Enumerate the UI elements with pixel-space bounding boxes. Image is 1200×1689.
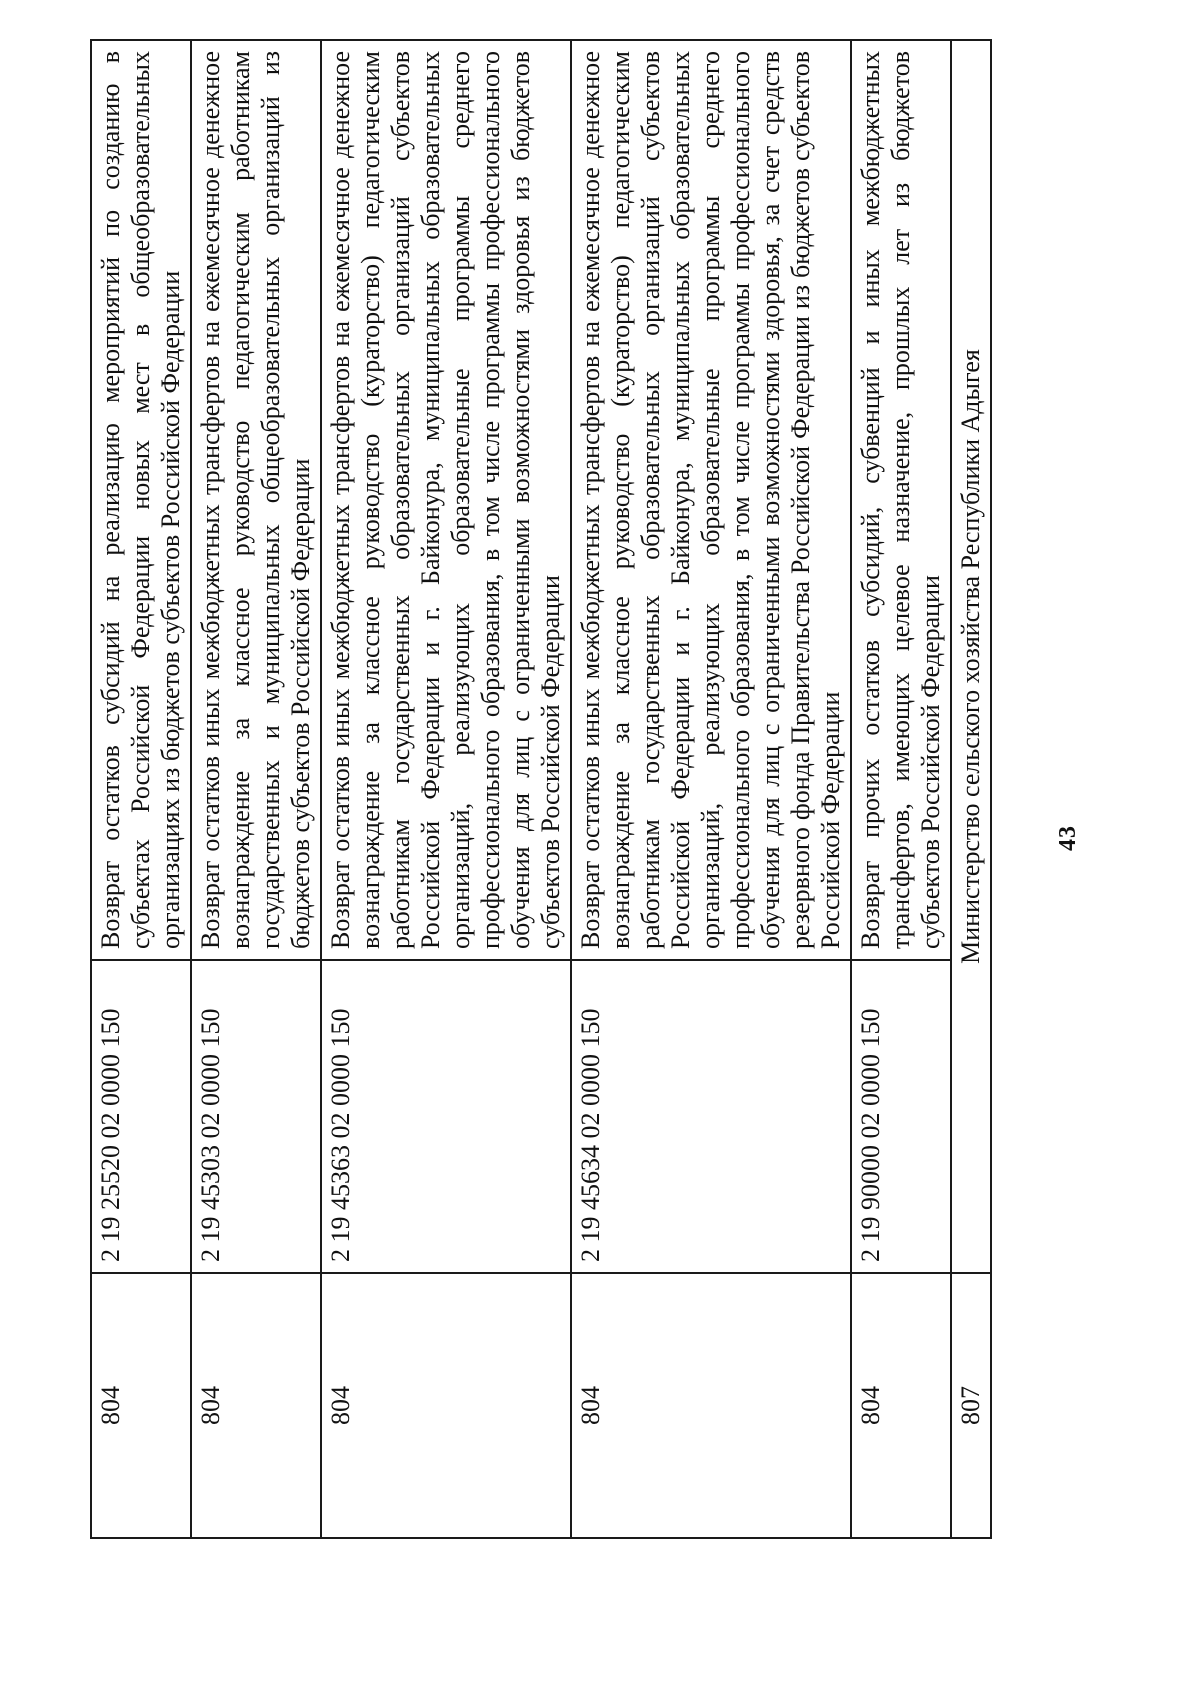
table-row	[851, 40, 951, 1538]
revenue-name-cell: Возврат остатков субсидий на реализацию мероприятий по созданию в субъектах Российской Федерации новых мест в общеобразовательных организациях из бюджетов субъектов Российской Федерации	[91, 40, 191, 960]
admin-code-cell: 804	[571, 1273, 851, 1538]
ministry-row	[951, 40, 991, 1538]
ministry-name-cell: Министерство сельского хозяйства Республики Адыгея	[951, 40, 991, 1273]
admin-code-cell: 804	[851, 1273, 951, 1538]
admin-code-cell: 807	[951, 1273, 991, 1538]
budget-code-cell: 2 19 45363 02 0000 150	[321, 960, 571, 1273]
table-row	[91, 40, 191, 1538]
table-row	[571, 40, 851, 1538]
page-number: 43	[1055, 825, 1081, 851]
budget-code-cell: 2 19 45303 02 0000 150	[191, 960, 321, 1273]
admin-code-cell: 804	[321, 1273, 571, 1538]
revenue-name-cell: Возврат остатков иных межбюджетных трансфертов на ежемесячное денежное вознаграждение за классное руководство педагогическим работникам государственных и муниципальных общеобразовательных организаций из бюджетов субъектов Российской Федерации	[191, 40, 321, 960]
rotated-page-content	[0, 51, 1200, 1689]
budget-code-cell: 2 19 45634 02 0000 150	[571, 960, 851, 1273]
admin-code-cell: 804	[91, 1273, 191, 1538]
admin-code-cell: 804	[191, 1273, 321, 1538]
table-row	[191, 40, 321, 1538]
budget-code-cell: 2 19 90000 02 0000 150	[851, 960, 951, 1273]
revenue-codes-table	[90, 39, 992, 1539]
budget-code-cell: 2 19 25520 02 0000 150	[91, 960, 191, 1273]
revenue-name-cell: Возврат прочих остатков субсидий, субвенций и иных межбюджетных трансфертов, имеющих целевое назначение, прошлых лет из бюджетов субъектов Российской Федерации	[851, 40, 951, 960]
revenue-name-cell: Возврат остатков иных межбюджетных трансфертов на ежемесячное денежное вознаграждение за классное руководство (кураторство) педагогическим работникам государственных образовательных организаций субъектов Российской Федерации и г. Байконура, муниципальных образовательных организаций, реализующих образовательные программы среднего профессионального образования, в том числе программы профессионального обучения для лиц с ограниченными возможностями здоровья из бюджетов субъектов Российской Федерации	[321, 40, 571, 960]
revenue-name-cell: Возврат остатков иных межбюджетных трансфертов на ежемесячное денежное вознаграждение за классное руководство (кураторство) педагогическим работникам государственных образовательных организаций субъектов Российской Федерации и г. Байконура, муниципальных образовательных организаций, реализующих образовательные программы среднего профессионального образования, в том числе программы профессионального обучения для лиц с ограниченными возможностями здоровья, за счет средств резервного фонда Правительства Российской Федерации из бюджетов субъектов Российской Федерации	[571, 40, 851, 960]
table-row	[321, 40, 571, 1538]
